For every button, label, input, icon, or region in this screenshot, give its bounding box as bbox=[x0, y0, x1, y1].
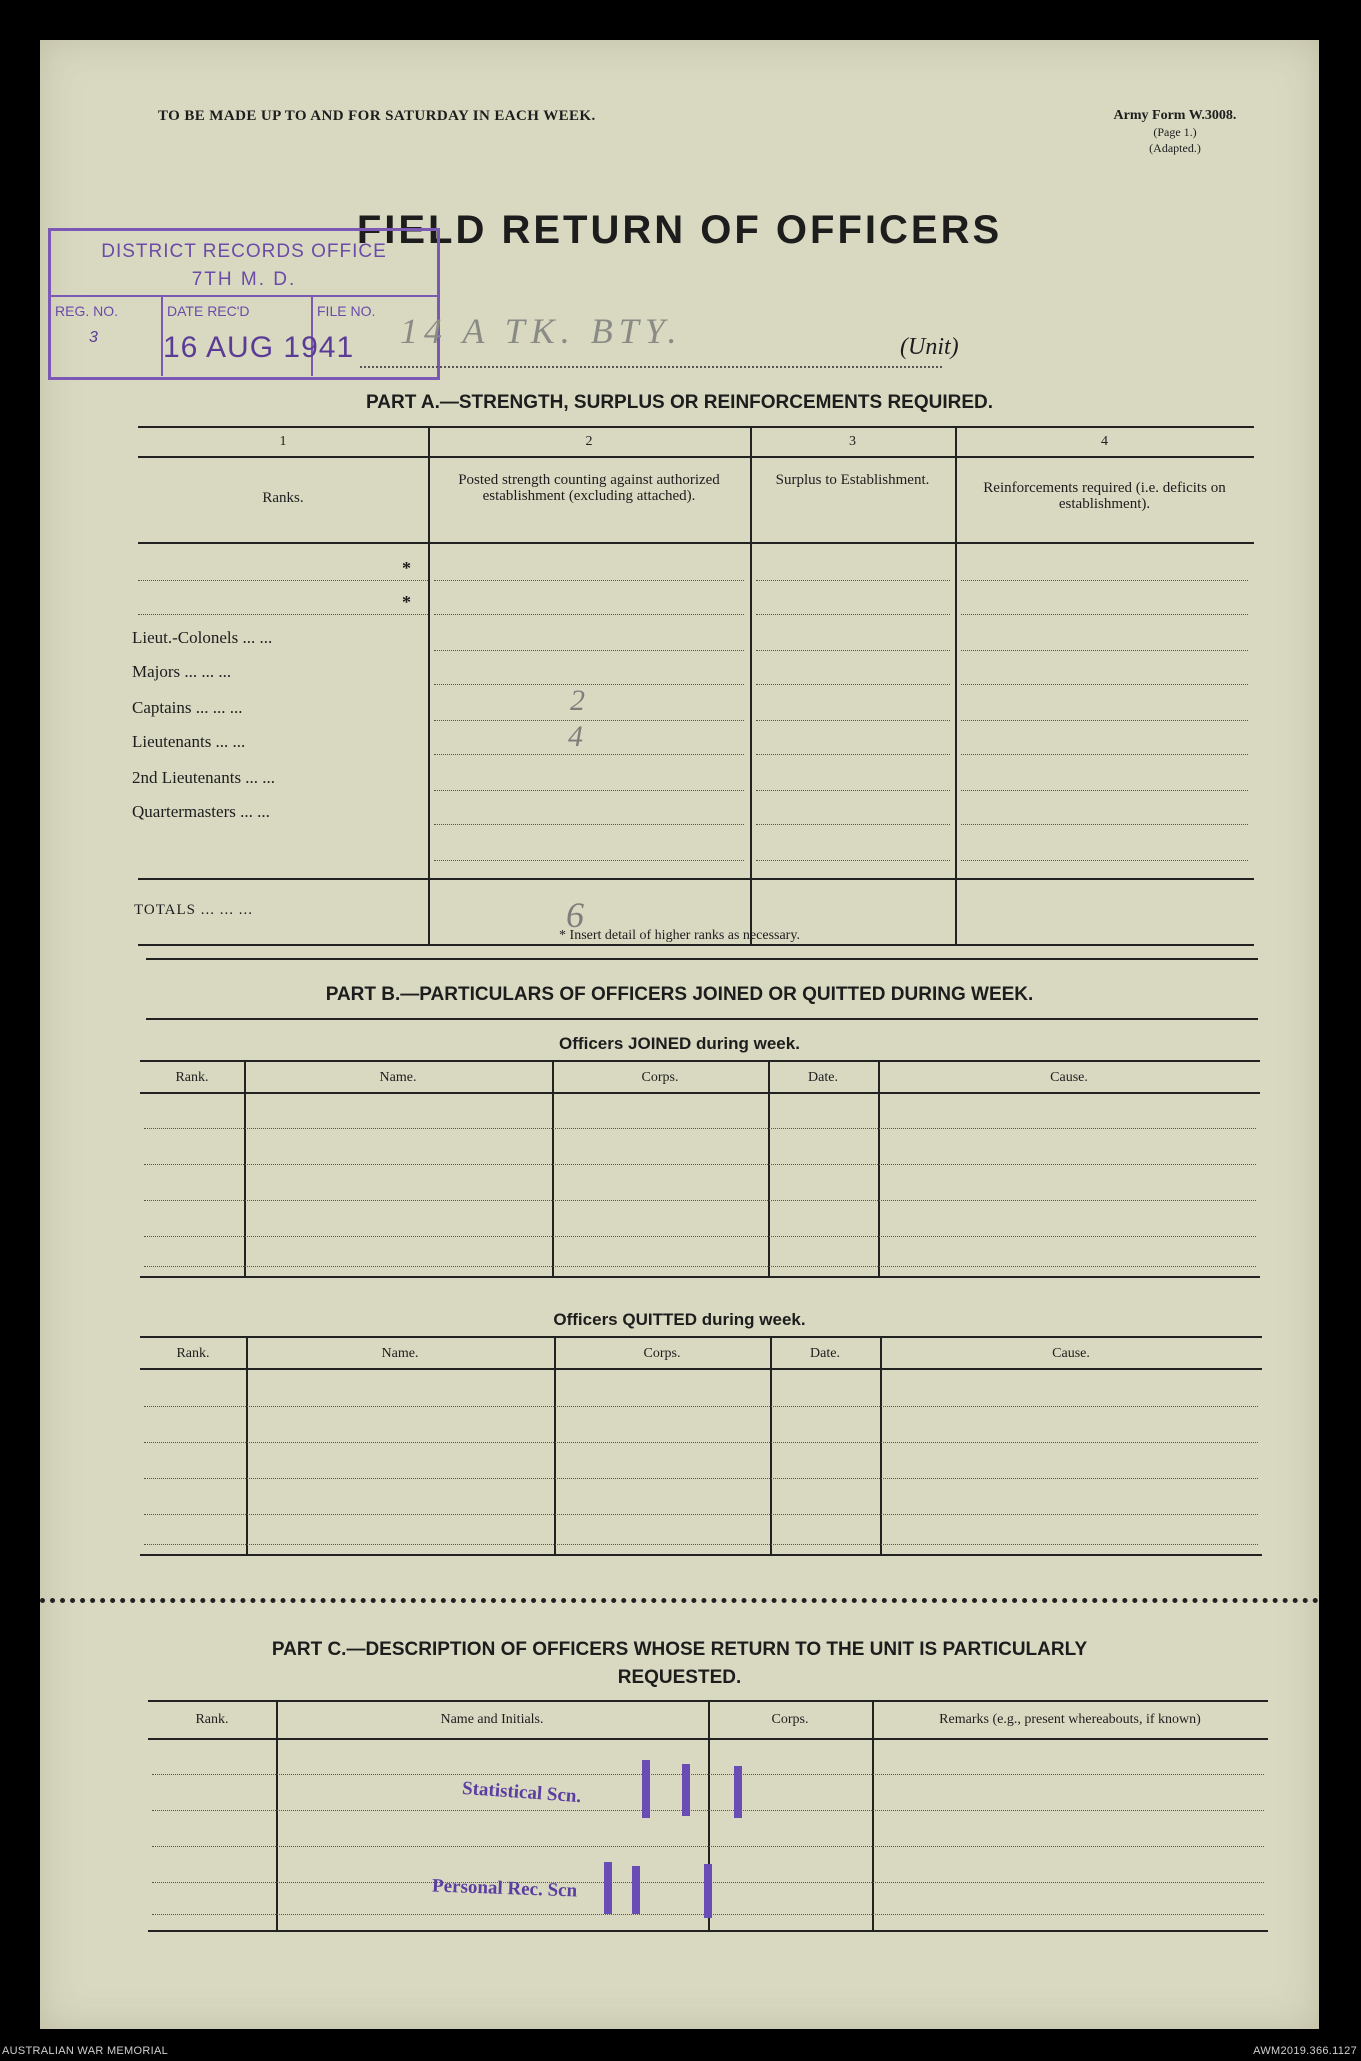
part-c-heading-line1: PART C.—DESCRIPTION OF OFFICERS WHOSE RETURN TO THE UNIT IS PARTICULARLY bbox=[271, 1639, 1088, 1660]
joined-col-divider bbox=[768, 1062, 770, 1276]
rank-majors: Majors ... ... ... bbox=[132, 662, 232, 681]
dotted-line bbox=[756, 824, 950, 825]
dotted-line bbox=[961, 720, 1248, 721]
stamp-reg-no bbox=[51, 297, 163, 376]
quitted-col-divider bbox=[770, 1338, 772, 1554]
stamp-date-value: 16 AUG 1941 bbox=[163, 331, 355, 364]
rank-lieutenants: Lieutenants ... ... bbox=[132, 732, 246, 751]
perforation-line bbox=[40, 1598, 1319, 1603]
stamp-reg-label: REG. NO. bbox=[55, 303, 119, 319]
quitted-col-date: Date. bbox=[810, 1346, 840, 1361]
joined-heading: Officers JOINED during week. bbox=[559, 1034, 800, 1053]
dotted-line bbox=[434, 684, 744, 685]
joined-col-divider bbox=[244, 1062, 246, 1276]
dotted-line bbox=[144, 1128, 1256, 1129]
page-title: FIELD RETURN OF OFFICERS bbox=[356, 208, 1003, 252]
form-page: (Page 1.) bbox=[1153, 125, 1197, 139]
dotted-line bbox=[434, 580, 744, 581]
dotted-line bbox=[756, 580, 950, 581]
dotted-line bbox=[756, 684, 950, 685]
dotted-line bbox=[138, 614, 428, 615]
stamp-file-no: FILE NO. bbox=[317, 303, 376, 319]
dotted-line bbox=[144, 1236, 1256, 1237]
part-c-col-name: Name and Initials. bbox=[440, 1712, 544, 1727]
dotted-line bbox=[152, 1846, 1264, 1847]
dotted-line bbox=[756, 650, 950, 651]
captains-posted-value: 2 bbox=[570, 684, 585, 717]
part-b-top-rule bbox=[146, 958, 1258, 960]
part-c-col-divider bbox=[872, 1702, 874, 1930]
joined-col-name: Name. bbox=[379, 1070, 417, 1085]
star-marker-2: * bbox=[402, 592, 411, 612]
col-number-4: 4 bbox=[1101, 434, 1108, 449]
quitted-col-divider bbox=[554, 1338, 556, 1554]
footer-reference: AWM2019.366.1127 bbox=[1253, 2045, 1357, 2057]
col-number-1: 1 bbox=[279, 434, 287, 449]
quitted-col-divider bbox=[880, 1338, 882, 1554]
joined-col-cause: Cause. bbox=[1050, 1070, 1088, 1085]
part-b-heading: PART B.—PARTICULARS OF OFFICERS JOINED OR QUITTED DURING WEEK. bbox=[325, 984, 1034, 1005]
quitted-col-corps: Corps. bbox=[643, 1346, 681, 1361]
dotted-line bbox=[144, 1442, 1258, 1443]
dotted-line bbox=[434, 860, 744, 861]
dotted-line bbox=[756, 790, 950, 791]
personal-records-stamp: Personal Rec. Scn bbox=[431, 1875, 578, 1902]
header-reinforcements: Reinforcements required (i.e. deficits on establishment). bbox=[983, 480, 1226, 512]
dotted-line bbox=[434, 790, 744, 791]
joined-col-rank: Rank. bbox=[175, 1070, 209, 1085]
part-c-col-rank: Rank. bbox=[195, 1712, 229, 1727]
dotted-line bbox=[756, 614, 950, 615]
dotted-line bbox=[138, 580, 428, 581]
stamp-reg-value: 3 bbox=[89, 329, 98, 346]
part-a-heading: PART A.—STRENGTH, SURPLUS OR REINFORCEMENTS REQUIRED. bbox=[365, 392, 994, 413]
rank-captains: Captains ... ... ... bbox=[132, 698, 243, 717]
joined-col-divider bbox=[878, 1062, 880, 1276]
rank-lieut-colonels: Lieut.-Colonels ... ... bbox=[132, 628, 273, 647]
quitted-header-rule bbox=[140, 1368, 1262, 1370]
part-c-heading bbox=[40, 1636, 1319, 1692]
form-identifier bbox=[1075, 108, 1275, 156]
dotted-line bbox=[961, 754, 1248, 755]
joined-header-rule bbox=[140, 1092, 1260, 1094]
stamp-bar bbox=[734, 1766, 742, 1818]
part-a-col-divider-2 bbox=[750, 428, 752, 944]
form-id-text: Army Form W.3008. bbox=[1113, 108, 1237, 123]
totals-posted-value: 6 bbox=[566, 895, 584, 935]
dotted-line bbox=[144, 1478, 1258, 1479]
joined-col-corps: Corps. bbox=[641, 1070, 679, 1085]
dotted-line bbox=[961, 580, 1248, 581]
quitted-heading: Officers QUITTED during week. bbox=[553, 1310, 806, 1329]
dotted-line bbox=[434, 720, 744, 721]
header-ranks: Ranks. bbox=[262, 490, 304, 506]
part-a-footnote: * Insert detail of higher ranks as necessary. bbox=[559, 928, 800, 943]
form-adapted: (Adapted.) bbox=[1149, 141, 1201, 155]
part-b-heading-rule bbox=[146, 1018, 1258, 1020]
stamp-bar bbox=[704, 1864, 712, 1918]
dotted-line bbox=[434, 614, 744, 615]
part-c-col-corps: Corps. bbox=[771, 1712, 809, 1727]
dotted-line bbox=[434, 824, 744, 825]
form-paper bbox=[40, 40, 1319, 2029]
joined-col-divider bbox=[552, 1062, 554, 1276]
statistical-section-stamp: Statistical Scn. bbox=[461, 1777, 582, 1808]
dotted-line bbox=[434, 650, 744, 651]
dotted-line bbox=[961, 860, 1248, 861]
joined-col-date: Date. bbox=[808, 1070, 838, 1085]
dotted-line bbox=[961, 790, 1248, 791]
dotted-line bbox=[756, 720, 950, 721]
dotted-line bbox=[756, 754, 950, 755]
stamp-bar bbox=[642, 1760, 650, 1818]
stamp-line1: DISTRICT RECORDS OFFICE bbox=[101, 241, 387, 262]
star-marker-1: * bbox=[402, 558, 411, 578]
dotted-line bbox=[144, 1200, 1256, 1201]
dotted-line bbox=[144, 1164, 1256, 1165]
col-number-3: 3 bbox=[849, 434, 856, 449]
joined-table bbox=[140, 1060, 1260, 1278]
part-c-col-divider bbox=[276, 1702, 278, 1930]
rank-quartermasters: Quartermasters ... ... bbox=[132, 802, 270, 821]
stamp-bar bbox=[604, 1862, 612, 1914]
part-a-number-rule bbox=[138, 456, 1254, 458]
unit-label: (Unit) bbox=[900, 334, 959, 360]
dotted-line bbox=[961, 614, 1248, 615]
dotted-line bbox=[144, 1266, 1256, 1267]
part-a-totals-rule bbox=[138, 878, 1254, 880]
part-c-heading-line2: REQUESTED. bbox=[617, 1667, 742, 1688]
dotted-line bbox=[961, 684, 1248, 685]
stamp-line2: 7TH M. D. bbox=[191, 269, 297, 290]
stamp-date-recd: DATE REC'D bbox=[163, 297, 313, 376]
dotted-line bbox=[144, 1544, 1258, 1545]
dotted-line bbox=[152, 1774, 1264, 1775]
unit-handwritten: 14 A TK. BTY. bbox=[400, 311, 683, 351]
part-a-col-divider-3 bbox=[955, 428, 957, 944]
quitted-col-divider bbox=[246, 1338, 248, 1554]
dotted-line bbox=[434, 754, 744, 755]
part-c-col-remarks: Remarks (e.g., present whereabouts, if known) bbox=[939, 1712, 1201, 1727]
col-number-2: 2 bbox=[585, 434, 593, 449]
header-posted-strength: Posted strength counting against authorized establishment (excluding attached). bbox=[458, 472, 720, 504]
dotted-line bbox=[152, 1810, 1264, 1811]
part-c-table bbox=[148, 1700, 1268, 1932]
footer-source: AUSTRALIAN WAR MEMORIAL bbox=[2, 2045, 169, 2057]
part-a-header-rule bbox=[138, 542, 1254, 544]
dotted-line bbox=[961, 650, 1248, 651]
weekly-instruction: TO BE MADE UP TO AND FOR SATURDAY IN EACH WEEK. bbox=[158, 108, 596, 124]
header-surplus: Surplus to Establishment. bbox=[775, 472, 930, 488]
dotted-line bbox=[756, 860, 950, 861]
dotted-line bbox=[144, 1514, 1258, 1515]
dotted-line bbox=[961, 824, 1248, 825]
lieutenants-posted-value: 4 bbox=[568, 720, 583, 753]
stamp-bar bbox=[632, 1866, 640, 1914]
quitted-col-cause: Cause. bbox=[1052, 1346, 1090, 1361]
totals-label: TOTALS ... ... ... bbox=[134, 902, 254, 918]
part-a-col-divider-1 bbox=[428, 428, 430, 944]
quitted-col-name: Name. bbox=[381, 1346, 419, 1361]
quitted-table bbox=[140, 1336, 1262, 1556]
rank-2nd-lieutenants: 2nd Lieutenants ... ... bbox=[132, 768, 276, 787]
dotted-line bbox=[144, 1406, 1258, 1407]
part-a-table bbox=[132, 426, 1254, 946]
quitted-col-rank: Rank. bbox=[176, 1346, 210, 1361]
stamp-bar bbox=[682, 1764, 690, 1816]
